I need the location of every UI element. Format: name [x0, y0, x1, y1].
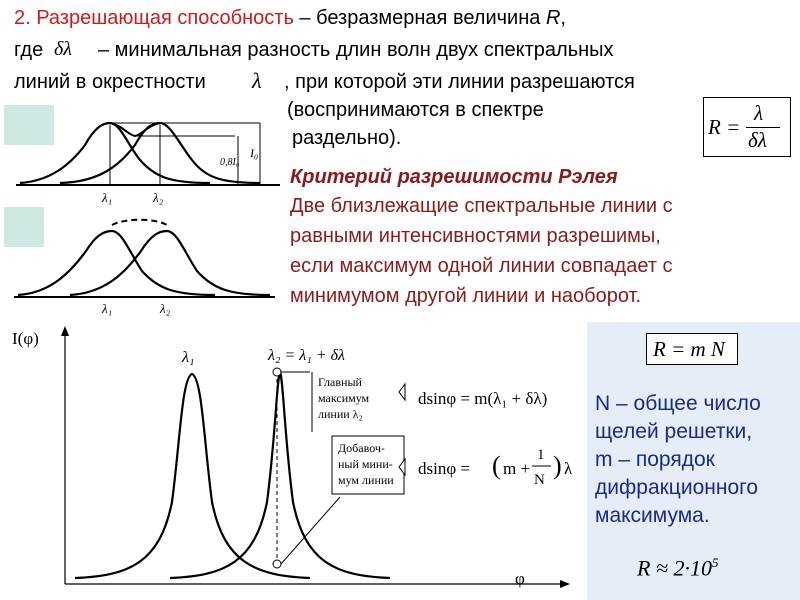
rayleigh-diagram-mid	[10, 213, 285, 318]
intensity-graph	[10, 322, 585, 594]
note-line-3: m – порядок	[595, 448, 715, 471]
main-max-1: Главный	[318, 375, 362, 389]
label-peak1: λ₁	[182, 349, 195, 366]
label-I0: I₀	[250, 146, 259, 160]
intro-line-2: где	[14, 39, 44, 61]
eq-extra-min-den: N	[534, 472, 545, 488]
rayleigh-line-1: Две близлежащие спектральные линии с	[290, 195, 673, 217]
leader-min	[281, 497, 340, 564]
note-line-5: максимума.	[595, 504, 710, 527]
note-line-4: дифракционного	[595, 476, 758, 499]
label-lambda1-top: λ₁	[102, 190, 113, 205]
formula-mN: R = m N	[653, 337, 725, 361]
rayleigh-line-2: равными интенсивностями разрешимы,	[290, 225, 661, 247]
intro-line-2-rest: – минимальная разность длин волн двух спектральных	[98, 39, 614, 61]
main-max-3: линии λ₂	[318, 407, 363, 421]
delta-lambda-symbol: δλ	[54, 38, 72, 60]
eq-extra-min-num: 1	[537, 447, 545, 463]
intro-line-4: (воспринимаются в спектре	[287, 99, 544, 121]
formula-R-box: R = λ δλ	[703, 97, 791, 157]
y-axis-label: I(φ)	[12, 329, 39, 348]
label-08I0: 0,8I₀	[220, 157, 240, 168]
eq-extra-min-m: m +	[503, 459, 531, 478]
arrow-main	[399, 384, 405, 400]
rayleigh-title: Критерий разрешимости Рэлея	[290, 166, 618, 188]
peak-lambda1	[75, 374, 310, 578]
svg-text:(: (	[492, 451, 501, 480]
intro-line-3a: линий в окрестности	[14, 71, 206, 93]
marker-main-max	[273, 368, 281, 376]
svg-text:): )	[553, 451, 562, 480]
eq-main-max: dsinφ = m(λ₁ + δλ)	[418, 389, 548, 408]
extra-min-3: мум линии	[338, 473, 394, 487]
line-profile-2	[70, 231, 270, 295]
formula-estimate: $R \approx 2\cdot 10^5$	[637, 555, 719, 581]
extra-min-1: Добавоч-	[338, 441, 385, 455]
extra-min-2: ный мини-	[338, 457, 393, 471]
eq-extra-min-tail: λ	[564, 459, 573, 478]
eq-extra-min-lhs: dsinφ =	[418, 459, 470, 478]
formula-R-num: λ	[754, 101, 764, 125]
rayleigh-line-3: если максимум одной линии совпадает с	[290, 255, 673, 277]
intro-heading: 2. Разрешающая способность	[14, 7, 294, 29]
formula-R-den: δλ	[748, 128, 767, 152]
formula-mN-box	[646, 333, 738, 365]
label-lambda1-mid: λ₁	[102, 301, 113, 316]
note-line-1: N – общее число	[595, 392, 761, 415]
line-profile-1	[18, 231, 215, 295]
intro-line-1: 2. Разрешающая способность – безразмерная величина R,	[14, 7, 566, 29]
label-lambda2-top: λ₂	[153, 190, 164, 205]
rayleigh-line-4: минимумом другой линии и наоборот.	[290, 285, 642, 307]
line-profile-1	[20, 123, 210, 183]
intro-line-3b: , при которой эти линии разрешаются	[284, 71, 635, 93]
x-axis-label: φ	[515, 569, 525, 588]
rayleigh-diagram-top	[10, 105, 285, 207]
note-line-2: щелей решетки,	[595, 420, 753, 443]
intro-line-5: раздельно).	[292, 127, 402, 149]
label-lambda2-mid: λ₂	[160, 301, 171, 316]
main-max-2: максимум	[318, 391, 370, 405]
lambda-symbol: λ	[252, 68, 262, 93]
sum-dashed	[112, 220, 167, 225]
marker-extra-min	[273, 560, 281, 568]
label-peak2: λ₂ = λ₁ + δλ	[268, 347, 345, 364]
sum-dip	[110, 123, 160, 136]
